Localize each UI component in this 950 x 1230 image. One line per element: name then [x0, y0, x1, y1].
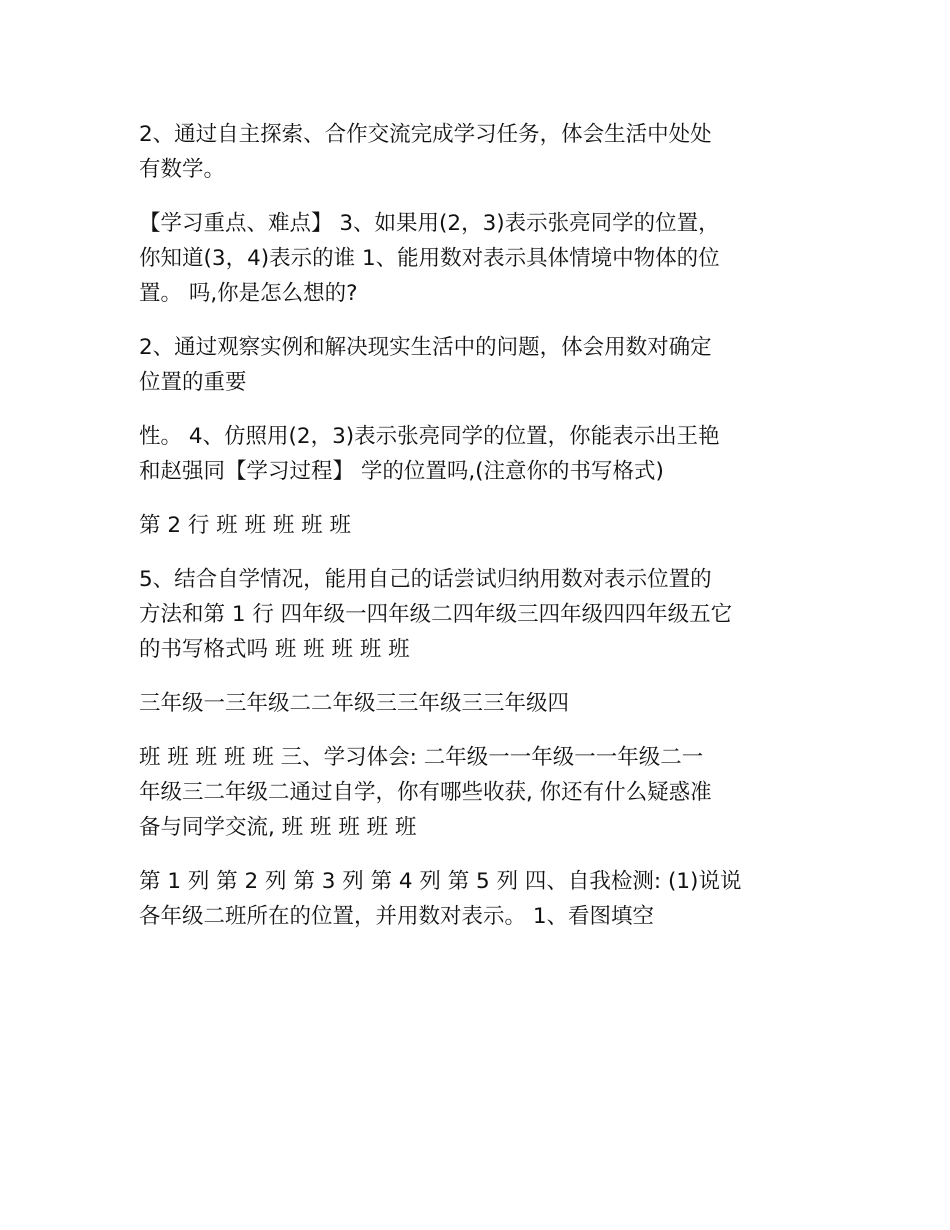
text-line: 你知道(3，4)表示的谁 1、能用数对表示具体情境中物体的位: [139, 246, 720, 271]
paragraph-1: [139, 117, 819, 187]
text-line: 第 2 行 班 班 班 班 班: [139, 513, 352, 538]
text-line: 位置的重要: [139, 370, 247, 395]
paragraph-9: [139, 864, 819, 934]
text-line: 的书写格式吗 班 班 班 班 班: [139, 637, 410, 662]
text-line: 和赵强同【学习过程】 学的位置吗,(注意你的书写格式): [139, 459, 664, 484]
document-body: [139, 117, 819, 953]
text-line: 三年级一三年级二二年级三三年级三三年级四: [139, 691, 570, 716]
paragraph-5: [139, 508, 819, 543]
paragraph-3: [139, 330, 819, 400]
text-line: 班 班 班 班 班 三、学习体会: 二年级一一年级一一年级二一: [139, 745, 704, 770]
text-line: 5、结合自学情况，能用自己的话尝试归纳用数对表示位置的: [139, 567, 712, 592]
text-line: 性。 4、仿照用(2，3)表示张亮同学的位置，你能表示出王艳: [139, 424, 720, 449]
text-line: 各年级二班所在的位置，并用数对表示。 1、看图填空: [139, 904, 655, 929]
text-line: 2、通过自主探索、合作交流完成学习任务，体会生活中处处: [139, 122, 712, 147]
text-line: 置。 吗,你是怎么想的?: [139, 281, 358, 306]
paragraph-2: [139, 206, 819, 311]
paragraph-4: [139, 419, 819, 489]
paragraph-6: [139, 562, 819, 667]
text-line: 第 1 列 第 2 列 第 3 列 第 4 列 第 5 列 四、自我检测: (1)说说: [139, 869, 742, 894]
paragraph-8: [139, 740, 819, 845]
text-line: 备与同学交流, 班 班 班 班 班: [139, 815, 417, 840]
text-line: 2、通过观察实例和解决现实生活中的问题，体会用数对确定: [139, 335, 712, 360]
text-line: 年级三二年级二通过自学，你有哪些收获, 你还有什么疑惑准: [139, 780, 712, 805]
text-line: 有数学。: [139, 157, 226, 182]
text-line: 方法和第 1 行 四年级一四年级二四年级三四年级四四年级五它: [139, 602, 733, 627]
paragraph-7: [139, 686, 819, 721]
text-line: 【学习重点、难点】 3、如果用(2，3)表示张亮同学的位置，: [139, 211, 720, 236]
